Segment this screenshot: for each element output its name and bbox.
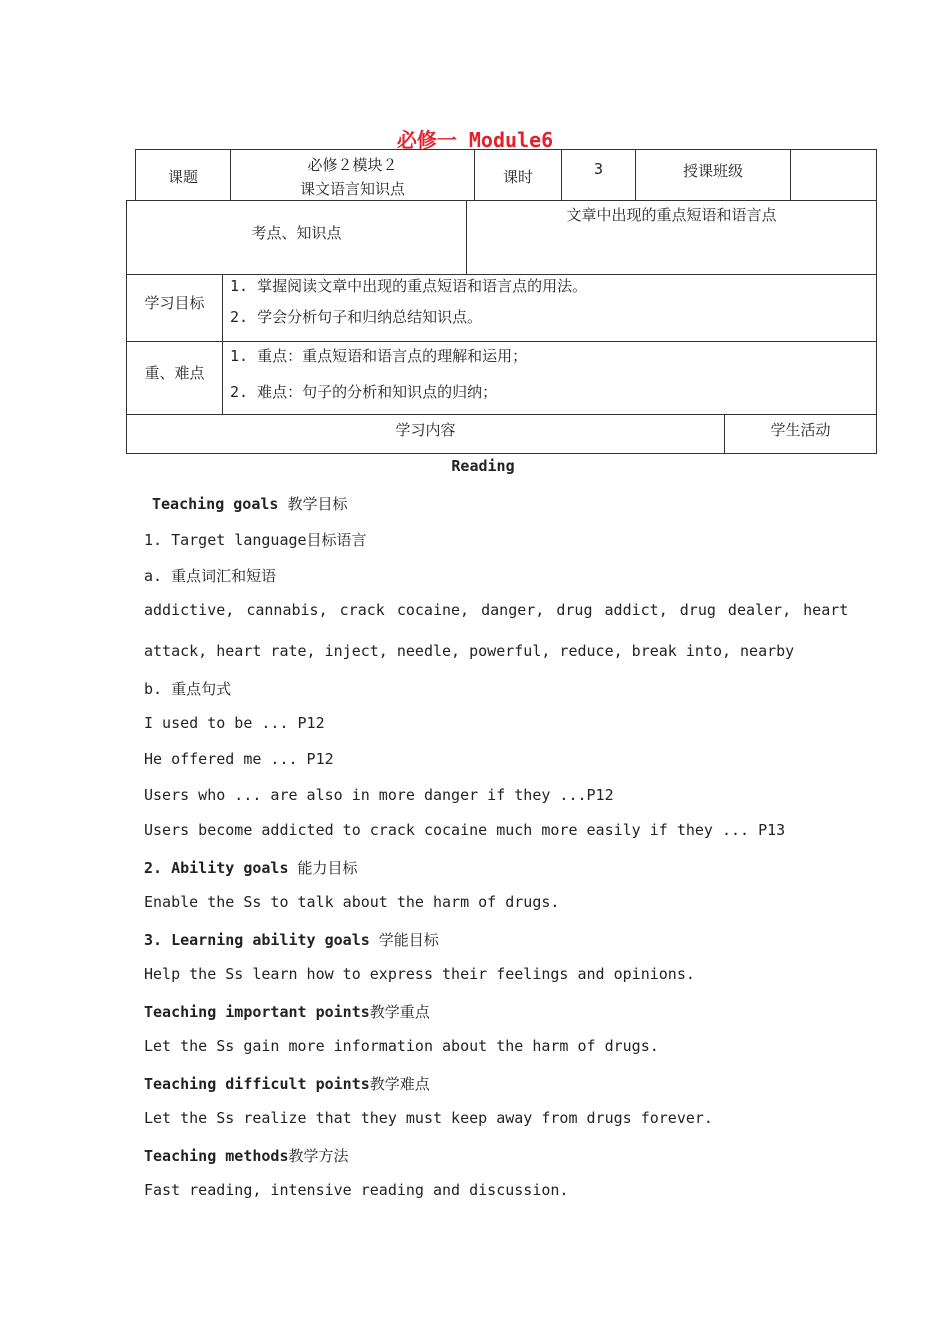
vocab-line-2: attack, heart rate, inject, needle, powerful, reduce, break into, nearby [144,642,795,660]
teaching-methods-zh: 教学方法 [288,1147,349,1165]
sentence-heading: b. 重点句式 [144,680,232,698]
teaching-goals-en: Teaching goals [152,495,279,513]
learning-goals-en: 3. Learning ability goals [144,931,370,949]
vocab-line-1: addictive, cannabis, crack cocaine, danger, drug addict, drug dealer, heart [144,601,849,619]
section-heading-reading: Reading [451,457,515,475]
topic-line-1: 必修２模块２ [307,156,398,174]
objective-2: 2. 学会分析句子和归纳总结知识点。 [230,308,483,326]
important-points-zh: 教学重点 [369,1003,430,1021]
difficult-points-text: Let the Ss realize that they must keep away from drugs forever. [144,1109,713,1127]
difficult-points-heading [144,1073,430,1094]
focus-label: 重、难点 [144,364,205,382]
focus-line-2: 2. 难点：句子的分析和知识点的归纳； [230,383,498,401]
sentence-3: Users who ... are also in more danger if they ...P12 [144,786,614,804]
ability-goals-en: 2. Ability goals [144,859,289,877]
important-points-heading [144,1001,430,1022]
period-label: 课时 [502,168,533,186]
page-title: 必修一 Module6 [396,128,554,152]
teaching-methods-text: Fast reading, intensive reading and discussion. [144,1181,569,1199]
topic-label: 课题 [167,168,198,186]
ability-goals-text: Enable the Ss to talk about the harm of drugs. [144,893,560,911]
sentence-4: Users become addicted to crack cocaine much more easily if they ... P13 [144,821,786,839]
key-points-value: 文章中出现的重点短语和语言点 [566,206,777,224]
period-value: 3 [593,160,604,178]
vocab-heading: a. 重点词汇和短语 [144,567,277,585]
sentence-2: He offered me ... P12 [144,750,334,768]
topic-line-2: 课文语言知识点 [299,180,405,198]
content-header: 学习内容 [395,421,456,439]
learning-goals-heading [144,929,439,950]
cell-class-value [790,149,877,201]
difficult-points-zh: 教学难点 [369,1075,430,1093]
important-points-en: Teaching important points [144,1003,370,1021]
important-points-text: Let the Ss gain more information about the harm of drugs. [144,1037,659,1055]
activity-header: 学生活动 [770,421,831,439]
teaching-goals-heading [152,493,347,514]
sentence-1: I used to be ... P12 [144,714,325,732]
teaching-methods-en: Teaching methods [144,1147,289,1165]
target-language: 1. Target language目标语言 [144,531,367,549]
learning-goals-zh: 学能目标 [369,931,439,949]
objective-1: 1. 掌握阅读文章中出现的重点短语和语言点的用法。 [230,277,588,295]
focus-line-1: 1. 重点：重点短语和语言点的理解和运用； [230,347,528,365]
learning-goals-text: Help the Ss learn how to express their feelings and opinions. [144,965,695,983]
difficult-points-en: Teaching difficult points [144,1075,370,1093]
teaching-methods-heading [144,1145,349,1166]
class-label: 授课班级 [682,162,743,180]
objectives-label: 学习目标 [144,294,205,312]
teaching-goals-zh: 教学目标 [278,495,348,513]
ability-goals-zh: 能力目标 [288,859,358,877]
key-points-label: 考点、知识点 [251,224,342,242]
ability-goals-heading [144,857,358,878]
